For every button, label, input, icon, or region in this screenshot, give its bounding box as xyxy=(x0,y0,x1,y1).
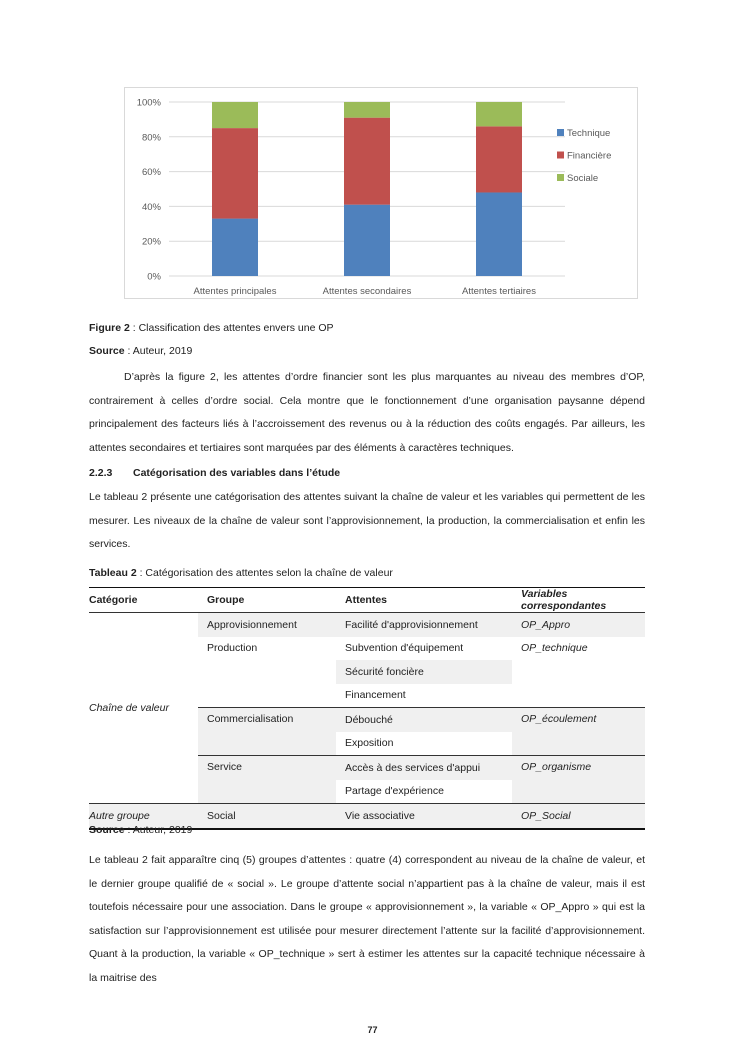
y-tick-label: 80% xyxy=(141,132,161,144)
header-variables: Variables correspondantes xyxy=(512,588,645,613)
table-row xyxy=(89,613,645,637)
header-categorie: Catégorie xyxy=(89,588,198,613)
bar-financière xyxy=(212,128,258,218)
source-label: Source xyxy=(89,824,125,836)
variable-cell: OP_Social xyxy=(512,804,645,829)
group-cell: Production xyxy=(207,641,258,654)
figure-source xyxy=(89,340,192,364)
bar-financière xyxy=(476,126,522,192)
variable-cell: OP_écoulement xyxy=(512,708,645,756)
legend-swatch xyxy=(557,152,564,159)
legend-label: Sociale xyxy=(567,173,599,184)
attente-cell: Financement xyxy=(345,689,406,702)
table-source xyxy=(89,819,192,843)
header-groupe: Groupe xyxy=(198,588,336,613)
attente-cell: Exposition xyxy=(345,737,394,750)
section-title: Catégorisation des variables dans l’étude xyxy=(133,467,341,479)
categorisation-table xyxy=(89,587,645,830)
y-tick-label: 40% xyxy=(141,201,161,213)
bar-sociale xyxy=(344,102,390,118)
x-tick-label: Attentes tertiaires xyxy=(462,286,536,297)
group-cell: Service xyxy=(198,756,336,804)
group-cell: Social xyxy=(198,804,336,829)
y-tick-label: 60% xyxy=(141,167,161,179)
figure-caption-text: : Classification des attentes envers une OP xyxy=(129,322,334,334)
attente-cell: Accès à des services d'appui xyxy=(336,756,512,780)
legend-swatch xyxy=(557,129,564,136)
page-number: 77 xyxy=(367,1025,378,1035)
table-caption xyxy=(89,562,393,586)
table-caption-text: : Catégorisation des attentes selon la chaîne de valeur xyxy=(136,567,393,579)
category-cell: Autre groupe xyxy=(89,804,198,829)
stacked-bar-chart xyxy=(125,88,637,298)
attente-cell: Facilité d'approvisionnement xyxy=(336,613,512,637)
paragraph-1: D’après la figure 2, les attentes d’ordre financier sont les plus marquantes au niveau des membres d’OP, contrairement à celles d’ordre social. Cela montre que le fonctionnement d’une organisation paysanne dépend principalement des facteurs liés à l’accroissement des revenus ou à la réduction des coûts engagés. Par ailleurs, les attentes secondaires et tertiaires sont marquées par des éléments à caractères techniques. xyxy=(89,371,645,454)
group-cell: Approvisionnement xyxy=(198,613,336,637)
source-label: Source xyxy=(89,345,125,357)
x-tick-label: Attentes principales xyxy=(193,286,277,297)
y-tick-label: 100% xyxy=(136,97,161,109)
bar-technique xyxy=(344,205,390,276)
source-text: : Auteur, 2019 xyxy=(124,345,193,357)
figure-label: Figure 2 xyxy=(89,322,130,334)
table-label: Tableau 2 xyxy=(89,567,137,579)
bar-sociale xyxy=(212,102,258,128)
table-header-row xyxy=(89,588,645,613)
chart-frame xyxy=(124,87,638,299)
header-attentes: Attentes xyxy=(336,588,512,613)
attente-cell: Subvention d'équipement xyxy=(345,642,464,655)
attente-cell: Vie associative xyxy=(336,804,512,829)
category-cell: Chaîne de valeur xyxy=(89,702,169,714)
bar-technique xyxy=(476,192,522,276)
section-number: 2.2.3 xyxy=(89,467,113,479)
y-tick-label: 20% xyxy=(141,236,161,248)
attente-cell: Partage d'expérience xyxy=(345,785,444,798)
bar-financière xyxy=(344,118,390,205)
section-heading xyxy=(89,462,340,486)
attente-cell: Sécurité foncière xyxy=(336,660,512,684)
bar-technique xyxy=(212,219,258,276)
legend-swatch xyxy=(557,174,564,181)
figure-caption xyxy=(89,317,334,341)
variable-cell: OP_technique xyxy=(521,641,588,654)
bar-sociale xyxy=(476,102,522,126)
attente-cell: Débouché xyxy=(336,708,512,732)
source-text: : Auteur, 2019 xyxy=(124,824,193,836)
legend-label: Technique xyxy=(567,128,611,139)
y-tick-label: 0% xyxy=(147,271,161,283)
variable-cell: OP_organisme xyxy=(512,756,645,804)
x-tick-label: Attentes secondaires xyxy=(322,286,412,297)
paragraph-2: Le tableau 2 présente une catégorisation des attentes suivant la chaîne de valeur et les variables qui permettent de les mesurer. Les niveaux de la chaîne de valeur sont l’approvisionnement, la production, la commercialisation et enfin les services. xyxy=(89,491,645,550)
group-cell: Commercialisation xyxy=(198,708,336,756)
variable-cell: OP_Appro xyxy=(512,613,645,637)
paragraph-3: Le tableau 2 fait apparaître cinq (5) groupes d’attentes : quatre (4) correspondent au niveau de la chaîne de valeur, et le dernier groupe qualifié de « social ». Le groupe d’attente social n’appartient pas à la chaîne de valeur, mais il est toutefois nécessaire pour une association. Dans le groupe « approvisionnement », la variable « OP_Appro » qui est la satisfaction sur l’approvisionnement est utilisée pour mesurer directement l’attente sur la facilité d’approvisionnement. Quant à la production, la variable « OP_technique » sert à estimer les attentes sur la capacité technique nécessaire à la maitrise des xyxy=(89,854,645,984)
legend-label: Financière xyxy=(567,150,612,162)
